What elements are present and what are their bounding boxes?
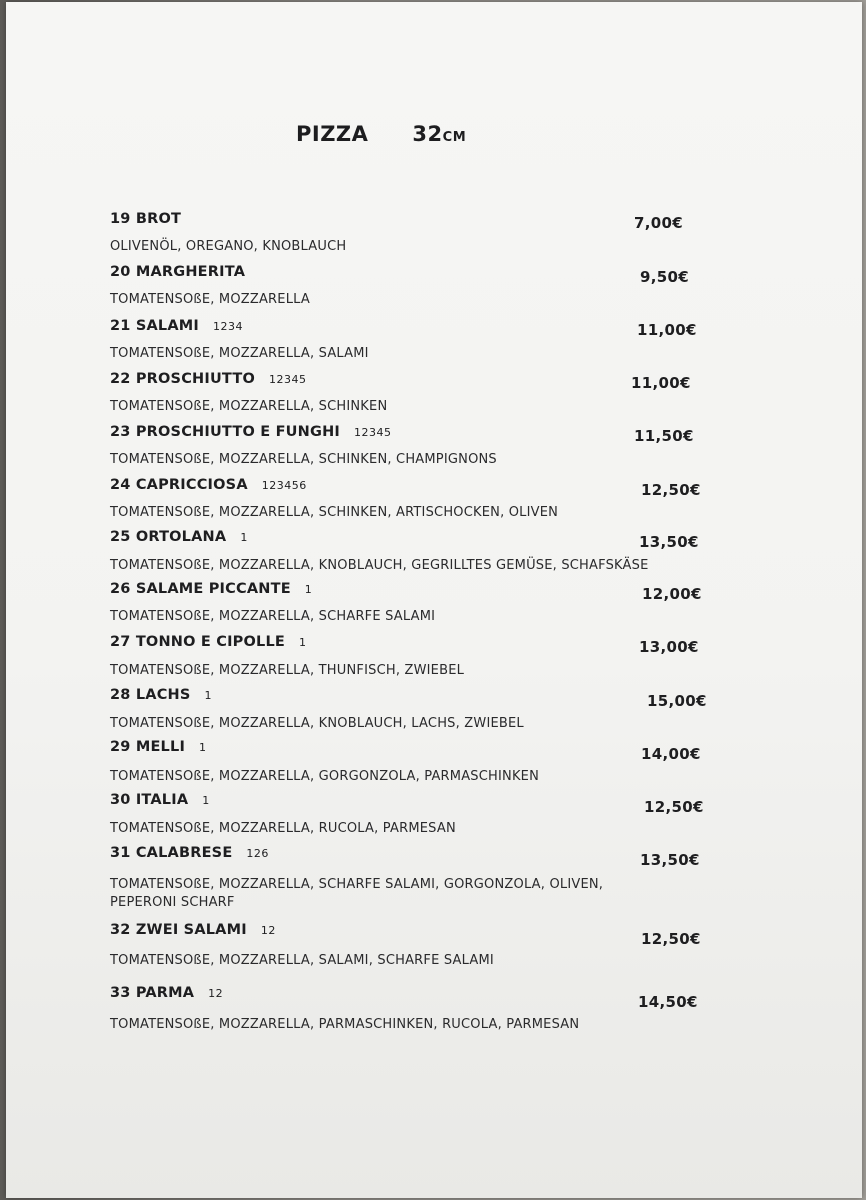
item-name: 26 SALAME PICCANTE 1 xyxy=(110,581,313,597)
allergen-code: 12345 xyxy=(268,373,307,386)
allergen-code: 1 xyxy=(304,583,313,596)
item-ingredients: TOMATENSOßE, MOZZARELLA, GORGONZOLA, PARMASCHINKEN xyxy=(110,769,540,784)
item-price: 14,00€ xyxy=(641,745,701,763)
item-price: 9,50€ xyxy=(640,268,689,286)
item-name: 22 PROSCHIUTTO 12345 xyxy=(110,371,307,387)
item-name: 20 MARGHERITA xyxy=(110,264,246,280)
item-price: 7,00€ xyxy=(634,214,683,232)
size-unit: CM xyxy=(442,130,467,145)
allergen-code: 1 xyxy=(299,636,307,649)
item-price: 12,50€ xyxy=(641,481,701,499)
item-price: 12,50€ xyxy=(644,798,704,816)
page-title xyxy=(296,122,466,146)
item-ingredients: TOMATENSOßE, MOZZARELLA, SCHINKEN, CHAMPIGNONS xyxy=(110,452,497,467)
allergen-code: 12345 xyxy=(354,426,392,439)
item-name: 27 TONNO E CIPOLLE 1 xyxy=(110,634,307,650)
item-price: 13,00€ xyxy=(639,638,699,656)
item-ingredients: TOMATENSOßE, MOZZARELLA, SCHINKEN, ARTISCHOCKEN, OLIVEN xyxy=(110,505,559,520)
item-ingredients: TOMATENSOßE, MOZZARELLA, SCHINKEN xyxy=(110,399,388,414)
item-name: 31 CALABRESE 126 xyxy=(110,845,269,861)
allergen-code: 1 xyxy=(240,531,248,544)
item-ingredients: OLIVENÖL, OREGANO, KNOBLAUCH xyxy=(110,239,347,254)
allergen-code: 1 xyxy=(202,794,210,807)
item-ingredients: TOMATENSOßE, MOZZARELLA, SCHARFE SALAMI xyxy=(110,609,436,624)
item-name: 24 CAPRICCIOSA 123456 xyxy=(110,477,307,493)
item-ingredients: TOMATENSOßE, MOZZARELLA, RUCOLA, PARMESAN xyxy=(110,821,456,836)
item-ingredients: TOMATENSOßE, MOZZARELLA, KNOBLAUCH, GEGRILLTES GEMÜSE, SCHAFSKÄSE xyxy=(110,558,649,573)
allergen-code: 1234 xyxy=(212,320,243,333)
allergen-code: 12 xyxy=(260,924,276,937)
item-ingredients: TOMATENSOßE, MOZZARELLA, THUNFISCH, ZWIEBEL xyxy=(110,663,465,678)
item-name: 33 PARMA 12 xyxy=(110,985,224,1001)
allergen-code: 126 xyxy=(246,847,269,860)
allergen-code: 1 xyxy=(204,689,213,702)
item-price: 12,50€ xyxy=(641,930,701,948)
item-price: 12,00€ xyxy=(642,585,702,603)
item-price: 11,50€ xyxy=(634,427,694,445)
item-price: 15,00€ xyxy=(647,692,707,710)
item-name: 30 ITALIA 1 xyxy=(110,792,210,808)
item-name: 32 ZWEI SALAMI 12 xyxy=(110,922,276,938)
item-ingredients-continued: PEPERONI SCHARF xyxy=(110,895,235,910)
item-ingredients: TOMATENSOßE, MOZZARELLA, KNOBLAUCH, LACHS, ZWIEBEL xyxy=(110,716,524,731)
item-name: 29 MELLI 1 xyxy=(110,739,207,755)
item-name: 23 PROSCHIUTTO E FUNGHI 12345 xyxy=(110,424,392,440)
item-ingredients: TOMATENSOßE, MOZZARELLA, SCHARFE SALAMI, GORGONZOLA, OLIVEN, xyxy=(110,877,604,892)
allergen-code: 1 xyxy=(199,741,207,754)
item-name: 25 ORTOLANA 1 xyxy=(110,529,248,545)
allergen-code: 12 xyxy=(208,987,224,1000)
item-ingredients: TOMATENSOßE, MOZZARELLA xyxy=(110,292,310,307)
item-price: 13,50€ xyxy=(639,533,699,551)
pizza-size: 32CM xyxy=(412,122,467,146)
title-text: PIZZA xyxy=(296,122,369,146)
item-price: 14,50€ xyxy=(638,993,698,1011)
item-name: 19 BROT xyxy=(110,211,182,227)
item-ingredients: TOMATENSOßE, MOZZARELLA, SALAMI xyxy=(110,346,369,361)
allergen-code: 123456 xyxy=(261,479,307,492)
item-name: 28 LACHS 1 xyxy=(110,687,213,703)
item-price: 11,00€ xyxy=(631,374,691,392)
item-ingredients: TOMATENSOßE, MOZZARELLA, PARMASCHINKEN, RUCOLA, PARMESAN xyxy=(110,1017,580,1032)
item-price: 13,50€ xyxy=(640,851,700,869)
item-ingredients: TOMATENSOßE, MOZZARELLA, SALAMI, SCHARFE SALAMI xyxy=(110,953,494,968)
item-name: 21 SALAMI 1234 xyxy=(110,318,243,334)
item-price: 11,00€ xyxy=(637,321,697,339)
